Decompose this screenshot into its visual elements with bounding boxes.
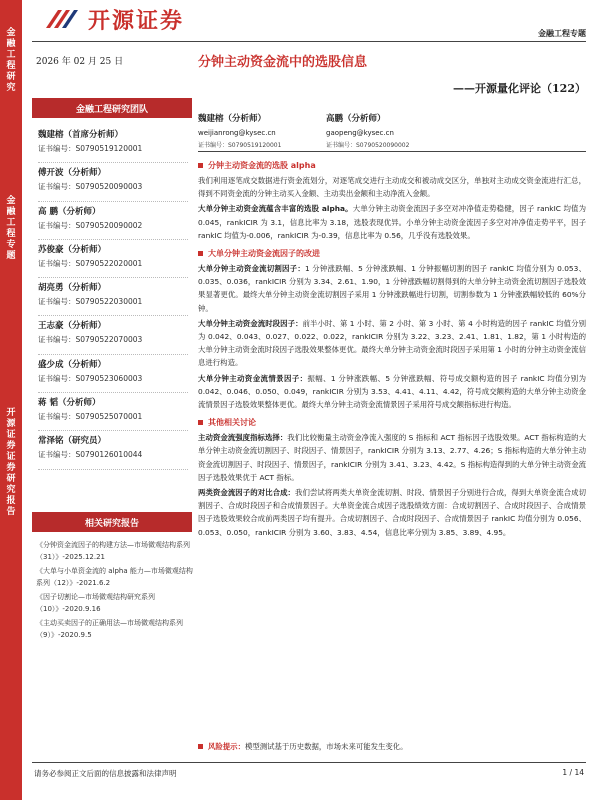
paragraph — [198, 372, 586, 412]
analyst-item — [38, 431, 188, 469]
report-category: 金融工程专题 — [538, 29, 586, 38]
side-label-topic: 金融工程专题 — [6, 196, 16, 261]
footer-disclaimer: 请务必参阅正文后面的信息披露和法律声明 — [34, 769, 177, 778]
section-heading-text: 其他相关讨论 — [208, 418, 256, 428]
analyst-list — [38, 125, 188, 470]
paragraph — [198, 431, 586, 484]
analyst-name: 胡亮勇（分析师） — [38, 283, 107, 294]
author-email[interactable]: weijianrong@kysec.cn — [198, 129, 276, 137]
paragraph: 我们利用逐笔成交数据进行资金流划分，对逐笔成交进行主动成交和被动成交区分，单独对主动成交资金流进行汇总，得到不同资金流的分钟主动买入金额、主动卖出金额和主动净流入金额。 — [198, 176, 586, 199]
related-reports-heading: 相关研究报告 — [32, 512, 192, 532]
paragraph-lead: 大单分钟主动资金流切割因子： — [198, 264, 305, 274]
analyst-cert: 证书编号：S0790126010044 — [38, 450, 143, 460]
paragraph-lead: 大单分钟主动资金流情景因子： — [198, 373, 308, 383]
footer-divider — [32, 762, 586, 763]
paragraph-text: 大单分钟主动资金流因子多空对冲净值走势稳健，因子 rankIC 均值为 0.045，rankICIR 为 3.1，信息比率为 3.18，选股表现优异。小单分钟主动资金流因子多空对冲净值走势平平，因子 rankIC 均值为-0.006，rankICIR 为-0.39，信息比率为 0.56，几乎没有选股效果。 — [198, 204, 586, 240]
analyst-item — [38, 240, 188, 278]
team-heading: 金融工程研究团队 — [32, 98, 192, 118]
bullet-square-icon — [198, 163, 203, 168]
author-cert: 证书编号：S0790519120001 — [198, 142, 282, 149]
paragraph-lead: 两类资金流因子的对比合成： — [198, 488, 296, 498]
analyst-item — [38, 316, 188, 354]
author-cert: 证书编号：S0790520090002 — [326, 142, 410, 149]
analyst-name: 傅开波（分析师） — [38, 168, 107, 179]
report-date: 2026 年 02 月 25 日 — [36, 57, 124, 67]
header-divider — [32, 41, 586, 42]
bullet-square-icon — [198, 251, 203, 256]
related-report-link[interactable]: 《主动买卖因子的正确用法—市场微观结构系列（9）》-2020.9.5 — [36, 619, 183, 639]
authors-block — [198, 112, 584, 152]
analyst-cert: 证书编号：S0790520090003 — [38, 182, 143, 192]
section-heading — [198, 160, 586, 171]
paragraph — [198, 317, 586, 370]
analyst-name: 盛少成（分析师） — [38, 359, 107, 370]
analyst-cert: 证书编号：S0790522070003 — [38, 335, 143, 345]
page-number: 1 / 14 — [562, 768, 584, 777]
analyst-cert: 证书编号：S0790522030001 — [38, 297, 143, 307]
analyst-cert: 证书编号：S0790522020001 — [38, 258, 143, 268]
paragraph-lead: 大单分钟主动资金流时段因子： — [198, 318, 303, 328]
page-subtitle: ——开源量化评论（122） — [453, 82, 586, 95]
paragraph — [198, 262, 586, 315]
paragraph — [198, 486, 586, 539]
logo-text: 开源证券 — [88, 9, 185, 34]
related-report-link[interactable]: 《因子切割论—市场微观结构研究系列（10）》-2020.9.16 — [36, 593, 155, 613]
analyst-name: 苏俊豪（分析师） — [38, 244, 107, 255]
paragraph-lead: 主动资金流强度指标选择： — [198, 433, 288, 443]
side-strip — [0, 0, 22, 800]
paragraph-text: 我们尝试将两类大单资金流切割、时段、情景因子分别进行合成，得到大单资金流合成切割因子、合成时段因子和合成情景因子。大单资金流合成因子选股绩效方面：合成切割因子、合成时段因子、合成情景因子选股效果较合成前两类因子均有提升。合成切割因子、合成时段因子、合成情景因子 rankIC 均值分别为 0.056、0.053、0.050，rankICIR 分别为 3.60、3.83、4.54，信息比率分别为 3.85、3.89、4.95。 — [198, 488, 586, 537]
risk-text: 模型测试基于历史数据，市场未来可能发生变化。 — [244, 742, 408, 751]
analyst-name: 蒋 韬（分析师） — [38, 398, 101, 409]
side-label-broker: 开源证券 — [6, 408, 16, 451]
authors-divider — [198, 151, 586, 152]
side-label-research: 金融工程研究 — [6, 28, 16, 93]
analyst-item — [38, 278, 188, 316]
section-heading-text: 大单分钟主动资金流因子的改进 — [208, 249, 320, 259]
risk-warning — [198, 741, 408, 752]
analyst-name: 王志豪（分析师） — [38, 321, 107, 332]
side-label-report: 证券研究报告 — [6, 452, 16, 517]
paragraph — [198, 202, 586, 242]
analyst-cert: 证书编号：S0790519120001 — [38, 144, 143, 153]
analyst-name: 常泽铭（研究员） — [38, 436, 107, 447]
analyst-item — [38, 355, 188, 393]
logo-mark-icon — [44, 6, 82, 32]
related-reports-list — [36, 540, 194, 644]
analyst-cert: 证书编号：S0790520090002 — [38, 220, 143, 230]
analyst-name: 高 鹏（分析师） — [38, 206, 101, 217]
section-heading-text: 分钟主动资金流的选股 alpha — [208, 161, 316, 170]
section-heading — [198, 248, 586, 259]
bullet-square-icon — [198, 420, 203, 425]
paragraph-text: 1 分钟涨跌幅、5 分钟涨跌幅、1 分钟振幅切割的因子 rankIC 均值分别为 0.053、0.035、0.036，rankICIR 分别为 3.34、2.61、1.90，1 分钟涨跌幅切割得到的大单分钟主动资金流切割因子选股效果显著更优。最终大单分钟主动资金流切割因子采用 1 分钟涨跌幅进行切割，切割参数为 1 分钟涨跌幅较低的 60%分钟。 — [198, 264, 586, 313]
paragraph-lead: 大单分钟主动资金流蕴含丰富的选股 alpha。 — [198, 204, 353, 214]
risk-label: 风险提示： — [208, 742, 245, 751]
analyst-item — [38, 163, 188, 201]
paragraph-text: 前半小时、第 1 小时、第 2 小时、第 3 小时、第 4 小时构造的因子 rankIC 均值分别为 0.042、0.043、0.027、0.022、0.022，rankICIR 分别为 3.22、3.23、2.41、1.81、1.82，第 1 小时构造的大单分钟主动资金流时段因子选股效果整体更优。最终大单分钟主动资金流时段因子采用第 1 小时的分钟主动资金流信息进行构造。 — [198, 318, 586, 368]
author-name: 高鹏（分析师） — [326, 114, 386, 124]
report-body — [198, 158, 586, 541]
analyst-item — [38, 202, 188, 240]
section-heading — [198, 417, 586, 428]
author-email[interactable]: gaopeng@kysec.cn — [326, 129, 394, 137]
author-name: 魏建榕（分析师） — [198, 114, 267, 124]
related-report-link[interactable]: 《分钟资金流因子的构建方法—市场微观结构系列（31）》-2025.12.21 — [36, 541, 190, 561]
analyst-item — [38, 125, 188, 163]
paragraph-text: 我们比较衡量主动资金净流入强度的 S 指标和 ACT 指标因子选股效果。ACT 指标构造的大单分钟主动资金流切割因子、时段因子、情景因子，rankICIR 分别为 3.13、2.77、4.26；S 指标构造的大单分钟主动资金流切割因子、时段因子、情景因子，rankICIR 分别为 3.41、3.23、4.42。S 指标构造得到的大单分钟主动资金流因子选股效果优于 ACT 指标。 — [198, 433, 586, 482]
page-title: 分钟主动资金流中的选股信息 — [198, 55, 368, 70]
analyst-cert: 证书编号：S0790525070001 — [38, 412, 143, 422]
related-report-link[interactable]: 《大单与小单资金流的 alpha 能力—市场微观结构系列（12）》-2021.6.2 — [36, 567, 193, 587]
analyst-cert: 证书编号：S0790523060003 — [38, 373, 143, 383]
logo — [44, 4, 244, 34]
analyst-name: 魏建榕（首席分析师） — [38, 130, 124, 140]
bullet-square-icon — [198, 744, 203, 749]
author-card — [326, 112, 486, 149]
paragraph-text: 振幅、1 分钟涨跌幅、5 分钟涨跌幅、符号成交额构造的因子 rankIC 均值分别为 0.042、0.046、0.050、0.049，rankICIR 分别为 3.53、4.41、4.11、4.42，符号成交额构造的大单分钟主动资金流情景因子选股效果整体更优。最终大单分钟主动资金流情景因子采用符号成交额指标进行构造。 — [198, 373, 586, 410]
analyst-item — [38, 393, 188, 431]
